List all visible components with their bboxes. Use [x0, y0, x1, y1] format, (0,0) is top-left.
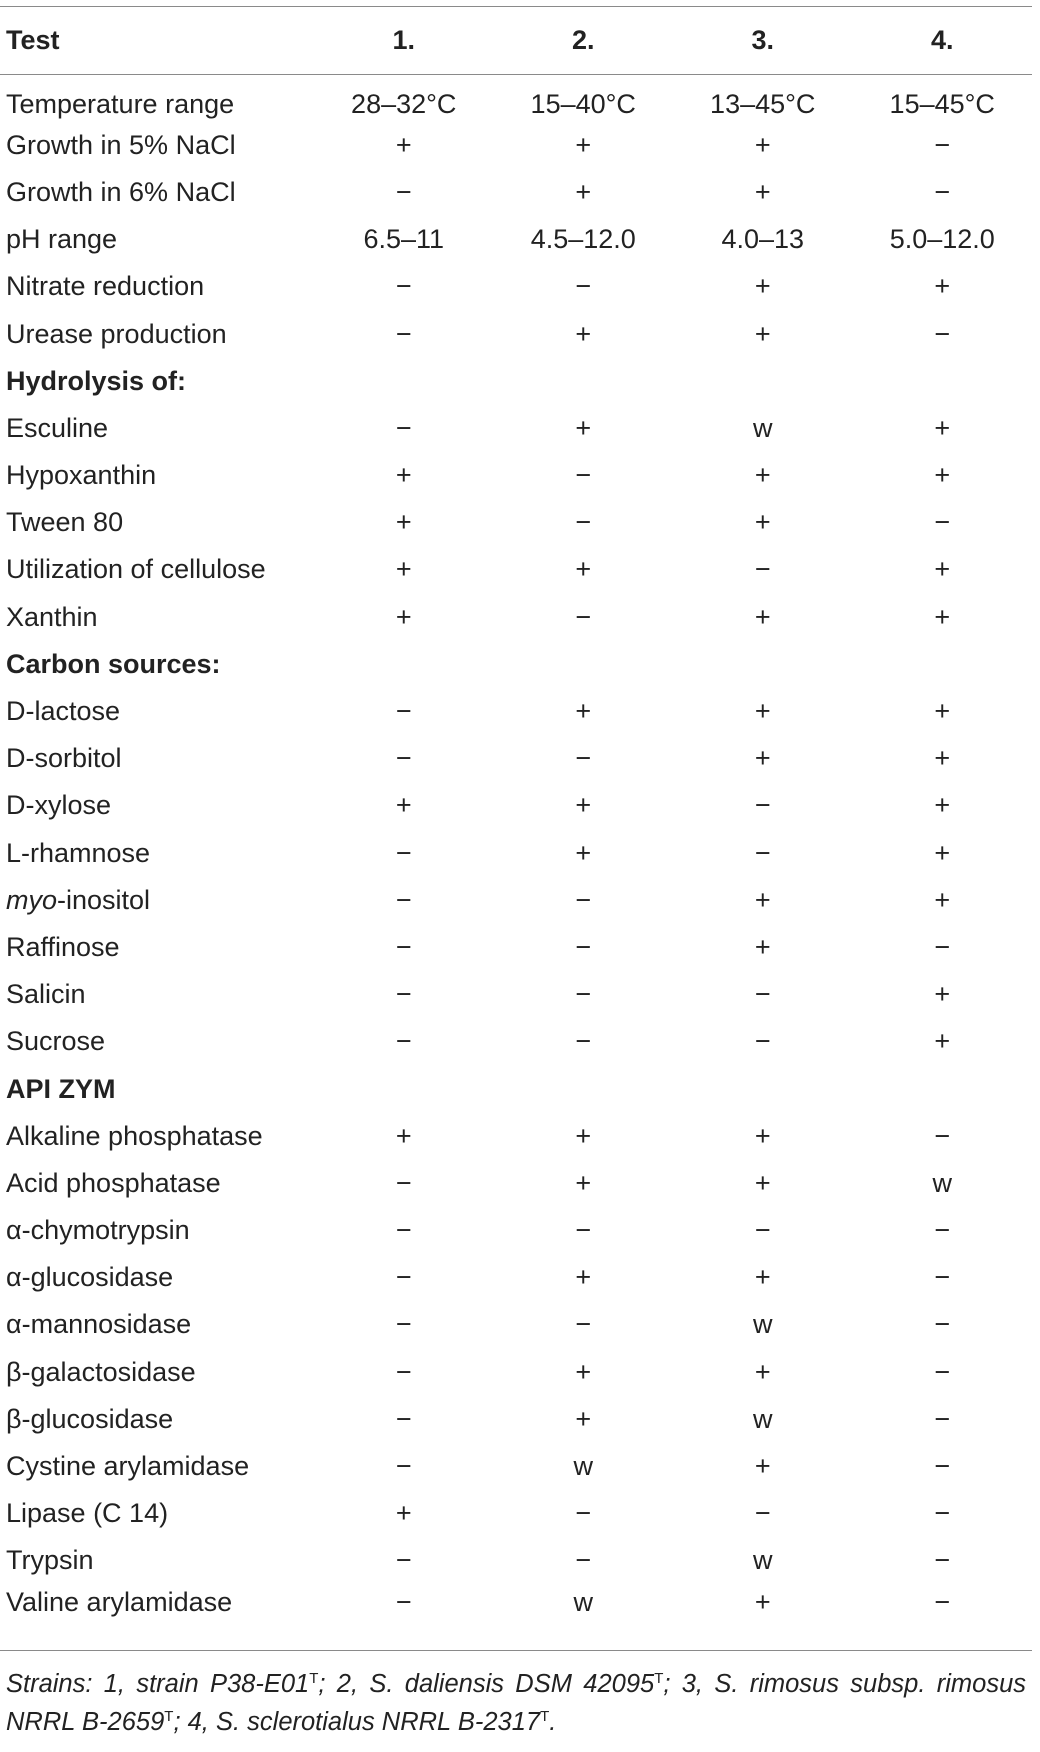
table-row: [0, 1396, 1032, 1443]
table-row: [0, 782, 1032, 829]
cell-strain-4: +: [934, 271, 951, 302]
cell-strain-2: −: [575, 1026, 592, 1057]
cell-strain-3: [673, 1065, 853, 1112]
table-row: [0, 405, 1032, 452]
table-row: [0, 877, 1032, 924]
row-label: Utilization of cellulose: [6, 554, 266, 585]
cell-strain-1: +: [395, 601, 412, 632]
section-row: [0, 1065, 1032, 1112]
cell-strain-2: 4.5–12.0: [530, 224, 636, 255]
cell-strain-1: +: [395, 129, 412, 160]
cell-strain-4: 15–45°C: [889, 88, 995, 119]
cell-strain-2: +: [575, 1262, 592, 1293]
cell-strain-3: +: [754, 743, 771, 774]
cell-strain-4: +: [934, 979, 951, 1010]
cell-strain-2: +: [575, 554, 592, 585]
table-row: [0, 688, 1032, 735]
table-body: [0, 75, 1032, 1632]
cell-strain-3: −: [754, 790, 771, 821]
footnote-text: ; 4, S. sclerotialus NRRL B-2317: [173, 1708, 541, 1737]
table-row: [0, 1301, 1032, 1348]
row-label: D-lactose: [6, 696, 121, 727]
footnote-superscript: T: [654, 1670, 664, 1687]
cell-strain-4: −: [934, 1356, 951, 1387]
cell-strain-4: w: [932, 1167, 952, 1198]
cell-strain-1: [314, 641, 494, 688]
cell-strain-3: w: [753, 412, 773, 443]
cell-strain-3: [673, 641, 853, 688]
table-row: [0, 1443, 1032, 1490]
section-row: [0, 358, 1032, 405]
row-label: Growth in 5% NaCl: [6, 129, 236, 160]
cell-strain-1: −: [395, 743, 412, 774]
cell-strain-2: −: [575, 1498, 592, 1529]
cell-strain-4: −: [934, 176, 951, 207]
row-label: β-galactosidase: [6, 1356, 196, 1387]
cell-strain-3: +: [754, 1586, 771, 1617]
cell-strain-3: +: [754, 460, 771, 491]
header-strain-4: 4.: [853, 7, 1033, 75]
table-row: [0, 122, 1032, 169]
row-label: Xanthin: [6, 601, 98, 632]
cell-strain-2: +: [575, 1356, 592, 1387]
cell-strain-2: [494, 1065, 674, 1112]
cell-strain-2: +: [575, 1167, 592, 1198]
cell-strain-3: 4.0–13: [721, 224, 805, 255]
cell-strain-4: +: [934, 1026, 951, 1057]
cell-strain-1: −: [395, 1586, 412, 1617]
row-label: L-rhamnose: [6, 837, 151, 868]
cell-strain-4: +: [934, 696, 951, 727]
cell-strain-1: +: [395, 1498, 412, 1529]
cell-strain-3: +: [754, 696, 771, 727]
cell-strain-2: +: [575, 129, 592, 160]
row-label: α-mannosidase: [6, 1309, 192, 1340]
cell-strain-2: −: [575, 979, 592, 1010]
cell-strain-2: +: [575, 696, 592, 727]
cell-strain-3: −: [754, 1498, 771, 1529]
row-label: Growth in 6% NaCl: [6, 176, 236, 207]
cell-strain-3: −: [754, 979, 771, 1010]
header-strain-3: 3.: [673, 7, 853, 75]
cell-strain-1: −: [395, 1451, 412, 1482]
table-row: [0, 1160, 1032, 1207]
cell-strain-1: +: [395, 507, 412, 538]
cell-strain-1: −: [395, 1403, 412, 1434]
cell-strain-2: 15–40°C: [530, 88, 636, 119]
cell-strain-3: +: [754, 1451, 771, 1482]
row-label: Temperature range: [6, 88, 235, 119]
cell-strain-2: +: [575, 412, 592, 443]
table-row: [0, 1254, 1032, 1301]
cell-strain-1: −: [395, 931, 412, 962]
row-label: Trypsin: [6, 1545, 94, 1576]
cell-strain-2: −: [575, 1309, 592, 1340]
row-label: Hypoxanthin: [6, 460, 157, 491]
row-label: pH range: [6, 224, 118, 255]
cell-strain-3: +: [754, 318, 771, 349]
cell-strain-1: −: [395, 696, 412, 727]
cell-strain-1: +: [395, 554, 412, 585]
cell-strain-3: +: [754, 129, 771, 160]
cell-strain-1: +: [395, 790, 412, 821]
cell-strain-1: [314, 358, 494, 405]
row-label: Tween 80: [6, 507, 124, 538]
cell-strain-1: 28–32°C: [351, 88, 457, 119]
cell-strain-1: −: [395, 176, 412, 207]
table-row: [0, 1018, 1032, 1065]
cell-strain-1: −: [395, 271, 412, 302]
table-row: [0, 971, 1032, 1018]
table-row: [0, 263, 1032, 310]
row-label: Valine arylamidase: [6, 1586, 233, 1617]
cell-strain-4: +: [934, 837, 951, 868]
cell-strain-1: −: [395, 979, 412, 1010]
table-row: [0, 1537, 1032, 1584]
cell-strain-3: −: [754, 837, 771, 868]
cell-strain-3: +: [754, 271, 771, 302]
cell-strain-1: −: [395, 1167, 412, 1198]
cell-strain-1: −: [395, 1026, 412, 1057]
cell-strain-3: +: [754, 1262, 771, 1293]
row-label: Urease production: [6, 318, 227, 349]
header-test: Test: [0, 7, 314, 75]
cell-strain-3: +: [754, 507, 771, 538]
cell-strain-3: w: [753, 1403, 773, 1434]
cell-strain-4: +: [934, 412, 951, 443]
cell-strain-2: −: [575, 507, 592, 538]
cell-strain-1: 6.5–11: [363, 224, 445, 255]
cell-strain-1: −: [395, 1215, 412, 1246]
cell-strain-4: −: [934, 1586, 951, 1617]
row-label: D-sorbitol: [6, 743, 122, 774]
cell-strain-2: −: [575, 743, 592, 774]
cell-strain-4: +: [934, 554, 951, 585]
cell-strain-1: −: [395, 412, 412, 443]
cell-strain-2: +: [575, 318, 592, 349]
cell-strain-4: +: [934, 884, 951, 915]
footnote: [6, 1665, 1026, 1742]
row-label: β-glucosidase: [6, 1403, 174, 1434]
header-strain-1: 1.: [314, 7, 494, 75]
cell-strain-3: +: [754, 1167, 771, 1198]
cell-strain-3: w: [753, 1545, 773, 1576]
table-row: [0, 594, 1032, 641]
cell-strain-4: −: [934, 931, 951, 962]
section-label: API ZYM: [6, 1073, 116, 1104]
table-row: [0, 924, 1032, 971]
footnote-text: .: [549, 1708, 557, 1737]
cell-strain-2: +: [575, 837, 592, 868]
row-label-rest: -inositol: [57, 884, 151, 915]
table-row: [0, 169, 1032, 216]
cell-strain-2: +: [575, 1120, 592, 1151]
footnote-superscript: T: [540, 1708, 550, 1726]
cell-strain-3: +: [754, 601, 771, 632]
table-row: [0, 499, 1032, 546]
row-label: α-glucosidase: [6, 1262, 174, 1293]
cell-strain-3: +: [754, 931, 771, 962]
cell-strain-1: −: [395, 837, 412, 868]
table-footer: [0, 1650, 1032, 1742]
cell-strain-2: +: [575, 1403, 592, 1434]
cell-strain-3: w: [753, 1309, 773, 1340]
header-row: [0, 7, 1032, 75]
row-label: Alkaline phosphatase: [6, 1120, 263, 1151]
cell-strain-1: −: [395, 884, 412, 915]
row-label: Lipase (C 14): [6, 1498, 169, 1529]
cell-strain-3: +: [754, 1120, 771, 1151]
table-row: [0, 830, 1032, 877]
cell-strain-4: −: [934, 1545, 951, 1576]
cell-strain-4: −: [934, 507, 951, 538]
cell-strain-4: −: [934, 1262, 951, 1293]
table-row: [0, 1113, 1032, 1160]
footnote-superscript: T: [164, 1708, 174, 1726]
cell-strain-4: −: [934, 1215, 951, 1246]
cell-strain-4: [853, 1065, 1033, 1112]
cell-strain-4: +: [934, 743, 951, 774]
table-row: [0, 310, 1032, 357]
cell-strain-4: +: [934, 460, 951, 491]
cell-strain-3: −: [754, 1215, 771, 1246]
row-label: Cystine arylamidase: [6, 1451, 250, 1482]
cell-strain-4: +: [934, 601, 951, 632]
cell-strain-4: −: [934, 1403, 951, 1434]
table-row: [0, 1490, 1032, 1537]
row-label: Acid phosphatase: [6, 1167, 221, 1198]
cell-strain-4: −: [934, 129, 951, 160]
cell-strain-3: +: [754, 884, 771, 915]
table-row: [0, 75, 1032, 122]
cell-strain-2: [494, 641, 674, 688]
cell-strain-2: +: [575, 790, 592, 821]
cell-strain-2: w: [573, 1451, 593, 1482]
cell-strain-1: −: [395, 1309, 412, 1340]
cell-strain-3: +: [754, 176, 771, 207]
table-row: [0, 1349, 1032, 1396]
cell-strain-2: −: [575, 460, 592, 491]
cell-strain-2: w: [573, 1586, 593, 1617]
table-row: [0, 1585, 1032, 1632]
cell-strain-4: 5.0–12.0: [889, 224, 995, 255]
cell-strain-3: [673, 358, 853, 405]
cell-strain-2: [494, 358, 674, 405]
footnote-text: ; 2, S. daliensis DSM 42095: [318, 1670, 655, 1698]
cell-strain-4: −: [934, 1498, 951, 1529]
cell-strain-2: −: [575, 884, 592, 915]
footnote-superscript: T: [309, 1670, 319, 1687]
footnote-text: Strains: 1, strain P38-E01: [6, 1670, 310, 1698]
table-row: [0, 1207, 1032, 1254]
row-label-italic-part: myo: [6, 884, 58, 915]
row-label: Nitrate reduction: [6, 271, 205, 302]
table-row: [0, 452, 1032, 499]
table-row: [0, 546, 1032, 593]
cell-strain-3: 13–45°C: [710, 88, 816, 119]
cell-strain-3: −: [754, 1026, 771, 1057]
cell-strain-1: −: [395, 1262, 412, 1293]
cell-strain-2: −: [575, 601, 592, 632]
cell-strain-2: −: [575, 931, 592, 962]
cell-strain-1: −: [395, 1356, 412, 1387]
row-label: Salicin: [6, 979, 86, 1010]
cell-strain-1: [314, 1065, 494, 1112]
row-label: Esculine: [6, 412, 109, 443]
cell-strain-1: −: [395, 1545, 412, 1576]
row-label: D-xylose: [6, 790, 112, 821]
cell-strain-2: −: [575, 271, 592, 302]
cell-strain-1: +: [395, 1120, 412, 1151]
row-label: Raffinose: [6, 931, 120, 962]
cell-strain-1: +: [395, 460, 412, 491]
row-label: [0, 877, 314, 924]
header-strain-2: 2.: [494, 7, 674, 75]
cell-strain-3: −: [754, 554, 771, 585]
cell-strain-4: −: [934, 1451, 951, 1482]
footnote-text: ; 3, S. rimosus subsp. rimosus NRRL B-2659: [6, 1670, 1026, 1737]
comparison-table: [0, 6, 1032, 1632]
table-row: [0, 735, 1032, 782]
section-row: [0, 641, 1032, 688]
row-label: Sucrose: [6, 1026, 106, 1057]
cell-strain-4: [853, 358, 1033, 405]
cell-strain-2: −: [575, 1215, 592, 1246]
row-label: α-chymotrypsin: [6, 1215, 190, 1246]
cell-strain-4: −: [934, 318, 951, 349]
cell-strain-4: [853, 641, 1033, 688]
cell-strain-2: +: [575, 176, 592, 207]
cell-strain-4: +: [934, 790, 951, 821]
section-label: Carbon sources:: [6, 648, 221, 679]
cell-strain-4: −: [934, 1120, 951, 1151]
table-row: [0, 216, 1032, 263]
section-label: Hydrolysis of:: [6, 365, 187, 396]
cell-strain-2: −: [575, 1545, 592, 1576]
cell-strain-4: −: [934, 1309, 951, 1340]
cell-strain-3: +: [754, 1356, 771, 1387]
cell-strain-1: −: [395, 318, 412, 349]
